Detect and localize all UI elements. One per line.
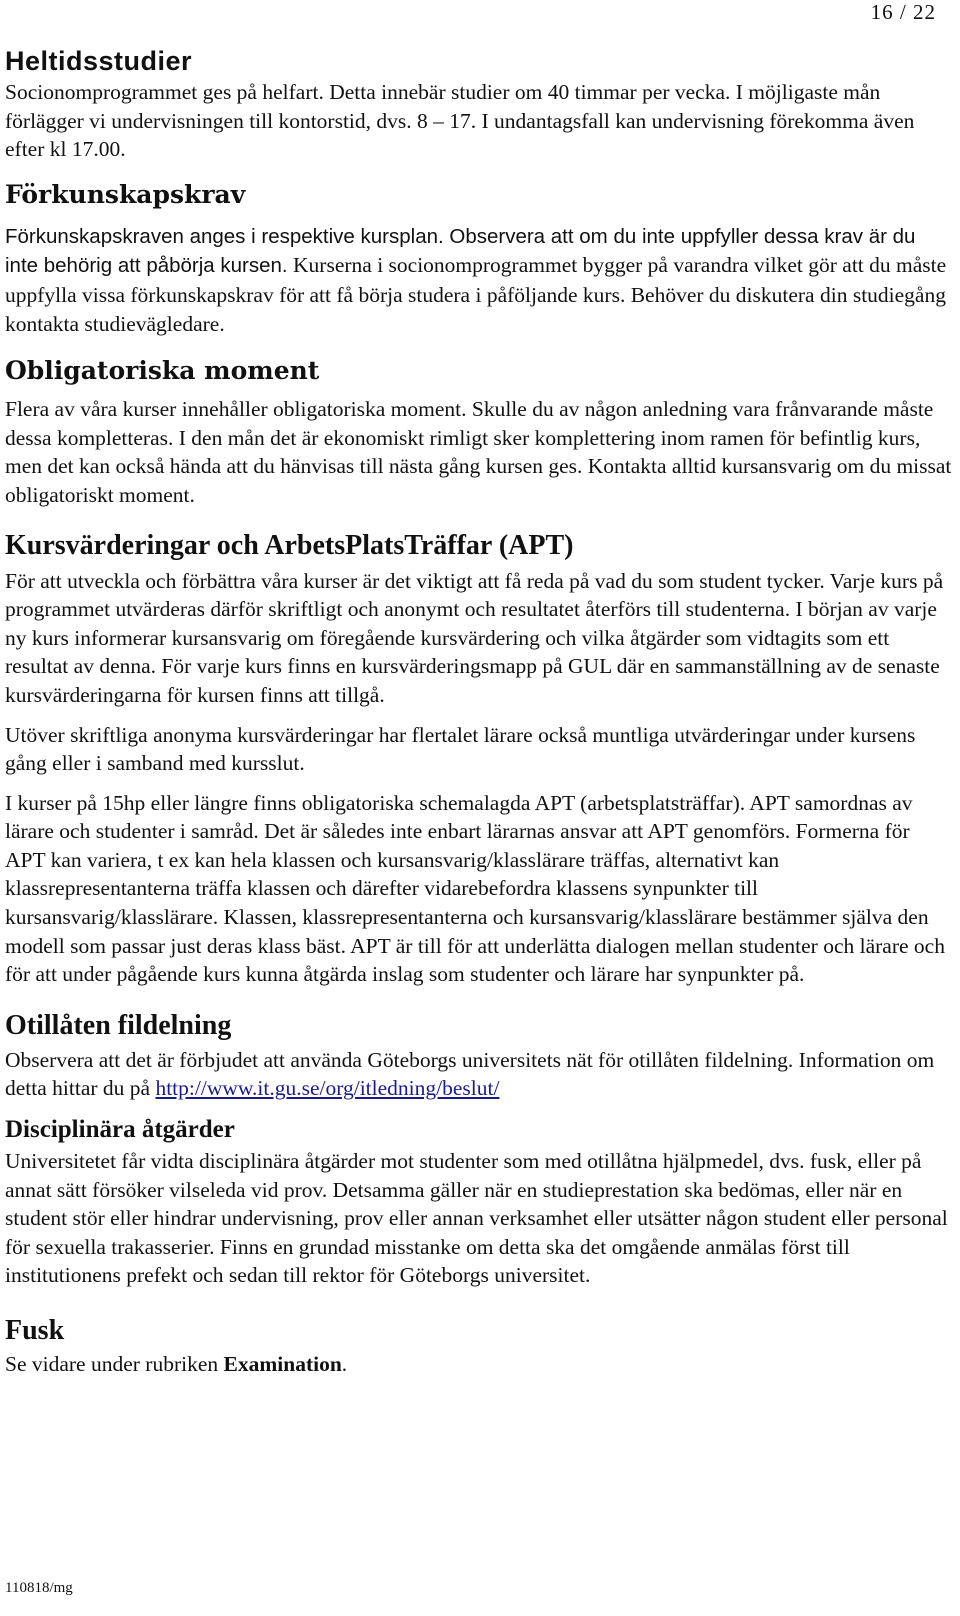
- paragraph-fusk: [5, 1350, 953, 1379]
- heading-obligatoriska-moment: Obligatoriska moment: [5, 356, 320, 386]
- heading-disciplinara-atgarder: Disciplinära åtgärder: [5, 1116, 235, 1144]
- section-disciplinara-atgarder: [5, 1113, 953, 1290]
- examination-reference: Examination: [223, 1352, 342, 1376]
- paragraph-obligatoriska-moment: Flera av våra kurser innehåller obligatoriska moment. Skulle du av någon anledning vara frånvarande måste dessa kompletteras. I den mån det är ekonomiskt rimligt sker komplettering inom ramen för befintlig kurs, men det kan också hända att du hänvisas till nästa gång kursen ges. Kontakta alltid kursansvarig om du missat obligatoriskt moment.: [5, 397, 952, 507]
- paragraph-fildelning-text: Observera att det är förbjudet att använda Göteborgs universitets nät för otillåten fildelning. Information om detta hittar du på: [5, 1047, 935, 1101]
- section-obligatoriska-moment: [5, 352, 953, 509]
- document-body: [5, 42, 953, 1379]
- paragraph-fusk-end: .: [341, 1352, 348, 1376]
- paragraph-kursvarderingar-1: För att utveckla och förbättra våra kurser är det viktigt att få reda på vad du som student tycker. Varje kurs på programmet utvärderas därför skriftligt och anonymt och resultatet återförs till studenterna. I början av varje ny kurs informerar kursansvarig om föregående kursvärdering och vilka åtgärder som vidtagits som ett resultat av denna. För varje kurs finns en kursvärderingsmapp på GUL där en sammanställning av de senaste kursvärderingarna för kursen finns att tillgå.: [5, 568, 944, 707]
- paragraph-heltidsstudier: Socionomprogrammet ges på helfart. Detta innebär studier om 40 timmar per vecka. I möjligaste mån förlägger vi undervisningen till kontorstid, dvs. 8 – 17. I undantagsfall kan undervisning förekomma även efter kl 17.00.: [5, 80, 915, 162]
- paragraph-fusk-text: Se vidare under rubriken: [5, 1352, 219, 1376]
- paragraph-otillaten-fildelning: [5, 1046, 953, 1103]
- section-kursvarderingar: [5, 526, 953, 989]
- paragraph-forkunskapskrav-serif: Kurserna i socionomprogrammet bygger på varandra vilket gör att du måste uppfylla vissa förkunskapskrav för att få börja studera i påföljande kurs. Behöver du diskutera din studiegång kontakta studievägledare.: [5, 253, 947, 336]
- heading-forkunskapskrav: Förkunskapskrav: [5, 179, 246, 209]
- paragraph-forkunskapskrav: [5, 222, 953, 338]
- heading-fusk: Fusk: [5, 1315, 65, 1346]
- heading-heltidsstudier: Heltidsstudier: [5, 46, 193, 76]
- paragraph-kursvarderingar-3: I kurser på 15hp eller längre finns obligatoriska schemalagda APT (arbetsplatsträffar). APT samordnas av lärare och studenter i samråd. Det är således inte enbart lärarnas ansvar att APT genomförs. Formerna för APT kan variera, t ex kan hela klassen och kursansvarig/klasslärare träffas, alternativt kan klassrepresentanterna träffa klassen och därefter vidarebefordra klassens synpunkter till kursansvarig/klasslärare. Klassen, klassrepresentanterna och kursansvarig/klasslärare bestämmer själva den modell som passar just deras klass bäst. APT är till för att underlätta dialogen mellan studenter och lärare och för att under pågående kurs kunna åtgärda inslag som studenter och lärare har synpunkter på.: [5, 790, 945, 987]
- paragraph-kursvarderingar-2: Utöver skriftliga anonyma kursvärderingar har flertalet lärare också muntliga utvärderingar under kursens gång eller i samband med kursslut.: [5, 722, 916, 776]
- itledning-link[interactable]: http://www.it.gu.se/org/itledning/beslut/: [155, 1076, 500, 1101]
- page-number: 16 / 22: [870, 0, 936, 24]
- section-heltidsstudier: [5, 42, 953, 164]
- section-fusk: [5, 1312, 953, 1379]
- footer-note: 110818/mg: [5, 1580, 73, 1596]
- heading-kursvarderingar: Kursvärderingar och ArbetsPlatsTräffar (APT): [5, 529, 574, 561]
- section-otillaten-fildelning: [5, 1006, 953, 1103]
- paragraph-disciplinara-atgarder: Universitetet får vidta disciplinära åtgärder mot studenter som med otillåtna hjälpmedel, dvs. fusk, eller på annat sätt försöker vilseleda vid prov. Detsamma gäller när en studieprestation ska bedömas, eller när en student stör eller hindrar undervisning, prov eller annan verksamhet eller utsätter någon student eller personal för sexuella trakasserier. Finns en grundad misstanke om detta ska det omgående anmälas först till institutionens prefekt och sedan till rektor för Göteborgs universitet.: [5, 1149, 948, 1288]
- section-forkunskapskrav: [5, 176, 953, 338]
- paragraph-forkunskapskrav-sans: Förkunskapskraven anges i respektive kursplan. Observera att om du inte uppfyller dessa krav är du inte behörig att påbörja kursen.: [5, 224, 916, 278]
- heading-otillaten-fildelning: Otillåten fildelning: [5, 1009, 232, 1041]
